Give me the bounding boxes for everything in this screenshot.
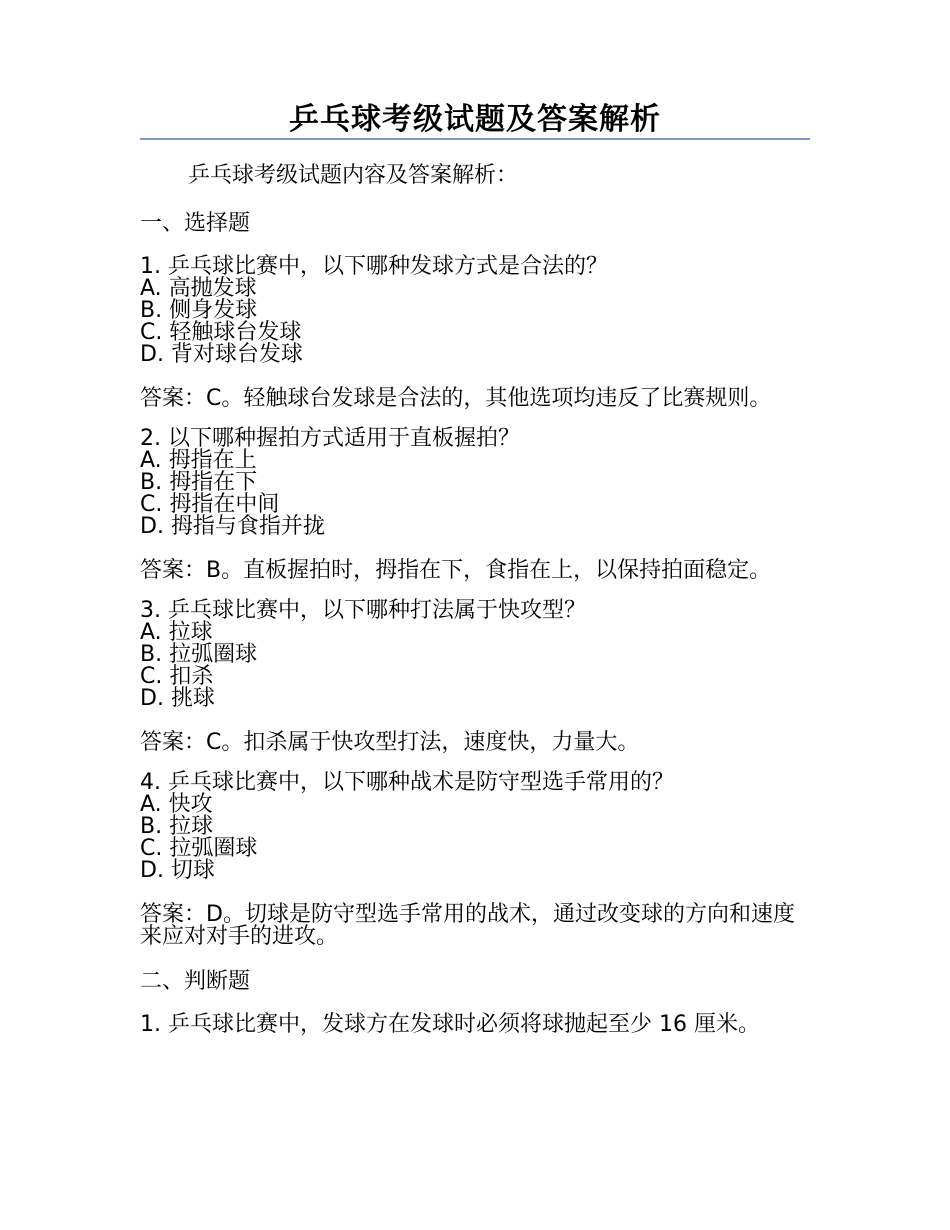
section-heading-choice: 一、选择题: [140, 211, 251, 236]
option-c: C. 扣杀: [140, 664, 214, 689]
question-2: [140, 428, 810, 582]
question-text: 1. 乒乓球比赛中，发球方在发球时必须将球抛起至少 16 厘米。: [140, 1012, 760, 1037]
question-4: [140, 772, 810, 948]
document-page: [140, 100, 810, 1036]
question-3: [140, 600, 810, 754]
question-text: 2. 以下哪种握拍方式适用于直板握拍？: [140, 426, 520, 451]
option-c: C. 拉弧圈球: [140, 836, 258, 861]
question-text: 3. 乒乓球比赛中，以下哪种打法属于快攻型？: [140, 598, 586, 623]
option-a: A. 拉球: [140, 620, 213, 645]
question-text: 1. 乒乓球比赛中，以下哪种发球方式是合法的？: [140, 254, 608, 279]
answer-text: 答案：D。切球是防守型选手常用的战术，通过改变球的方向和速度来应对对手的进攻。: [140, 902, 795, 949]
option-b: B. 侧身发球: [140, 298, 258, 323]
answer-text: 答案：B。直板握拍时，拇指在下，食指在上，以保持拍面稳定。: [140, 558, 772, 583]
answer-text: 答案：C。扣杀属于快攻型打法，速度快，力量大。: [140, 730, 640, 755]
option-d: D. 挑球: [140, 686, 215, 711]
option-a: A. 高抛发球: [140, 276, 257, 301]
option-d: D. 背对球台发球: [140, 342, 303, 367]
option-c: C. 拇指在中间: [140, 492, 280, 517]
option-d: D. 切球: [140, 858, 215, 883]
judge-question-1: [140, 1014, 810, 1036]
option-d: D. 拇指与食指并拢: [140, 514, 325, 539]
option-b: B. 拇指在下: [140, 470, 258, 495]
question-text: 4. 乒乓球比赛中，以下哪种战术是防守型选手常用的？: [140, 770, 674, 795]
question-1: [140, 256, 810, 410]
option-b: B. 拉球: [140, 814, 214, 839]
intro-paragraph: 乒乓球考级试题内容及答案解析：: [188, 163, 519, 188]
answer-text: 答案：C。轻触球台发球是合法的，其他选项均违反了比赛规则。: [140, 386, 772, 411]
option-b: B. 拉弧圈球: [140, 642, 258, 667]
option-a: A. 拇指在上: [140, 448, 257, 473]
document-title: 乒乓球考级试题及答案解析: [289, 102, 661, 137]
section-heading-judge: 二、判断题: [140, 969, 251, 994]
option-c: C. 轻触球台发球: [140, 320, 302, 345]
option-a: A. 快攻: [140, 792, 213, 817]
